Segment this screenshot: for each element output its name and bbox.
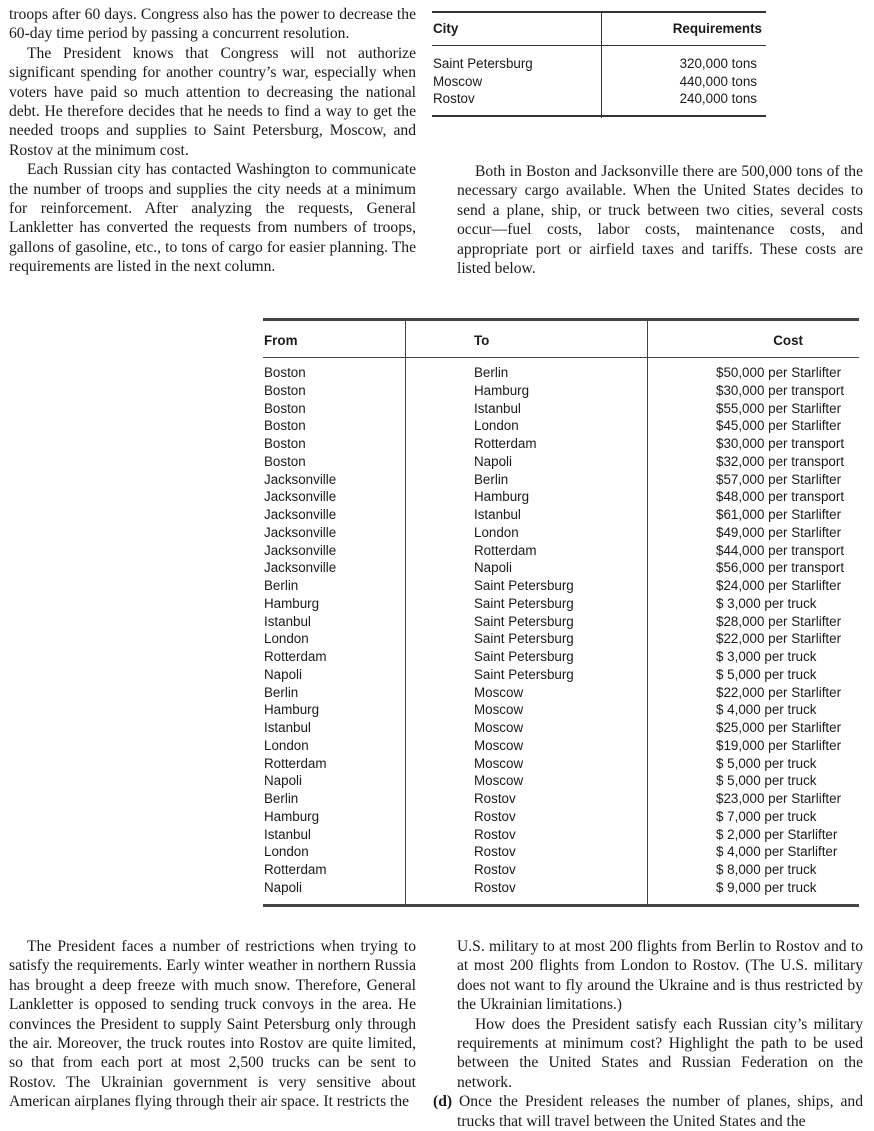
paragraph: How does the President satisfy each Russian city’s military requirements at minimum cost? Highlight the path to be used between the United States and Russian Federation on the network. [457,1015,863,1091]
cell-cost: $32,000 per transport [716,453,845,469]
cell-cost: $61,000 per Starlifter [716,507,842,522]
table-row [263,543,859,561]
cell-city: Moscow [433,73,483,89]
paragraph: Both in Boston and Jacksonville there are 500,000 tons of the necessary cargo available. When the United States decides to send a plane, ship, or truck between two cities, several costs occur—fuel costs, labor costs, maintenance costs, and appropriate port or airfield taxes and tariffs. These costs are listed below. [457,163,863,278]
cell-to: Moscow [474,702,524,718]
cell-from: Rotterdam [264,649,327,664]
cell-from: London [264,844,309,860]
cell-to: Hamburg [474,489,530,505]
item-label: (d) [433,1093,453,1111]
cell-from: Rotterdam [264,755,327,771]
cell-cost: $45,000 per Starlifter [716,418,842,434]
cell-to: Moscow [474,720,524,735]
table-row [263,844,859,862]
cell-to: Moscow [474,755,524,771]
table-row [263,436,859,454]
header-to: To [474,333,490,348]
cell-to: Rostov [474,808,516,824]
table-row [263,454,859,472]
cell-to: Rotterdam [474,542,537,558]
cell-cost: $ 5,000 per truck [716,773,817,789]
top-left-column [9,5,416,277]
table-row [263,596,859,614]
cell-cost: $ 8,000 per truck [716,862,817,877]
table-row [263,862,859,880]
cell-from: Berlin [264,684,299,700]
cell-to: Istanbul [474,400,521,416]
cell-cost: $ 5,000 per truck [716,666,817,682]
cell-cost: $ 3,000 per truck [716,595,817,611]
top-right-column [457,162,863,278]
table-row [263,827,859,845]
table-row [263,418,859,436]
table-row [263,667,859,685]
cell-from: Boston [264,382,306,398]
cell-to: Saint Petersburg [474,631,574,647]
cell-to: Saint Petersburg [474,666,574,682]
cell-cost: $22,000 per Starlifter [716,684,842,700]
cell-cost: $28,000 per Starlifter [716,613,842,629]
table-row [263,489,859,507]
cell-cost: $ 9,000 per truck [716,879,817,895]
table-rule [432,115,766,117]
cell-to: Rostov [474,791,516,806]
cell-from: Istanbul [264,613,311,629]
bottom-left-column [9,937,416,1112]
cell-requirement: 440,000 tons [679,73,757,89]
header-requirements: Requirements [672,21,762,36]
cost-table [263,318,859,907]
table-header [432,13,766,45]
table-row [432,91,766,109]
cell-cost: $30,000 per transport [716,382,845,398]
table-row [263,738,859,756]
header-city: City [433,21,459,36]
header-from: From [264,333,298,348]
cell-cost: $55,000 per Starlifter [716,400,842,416]
table-row [432,56,766,74]
table-row [263,401,859,419]
cell-cost: $48,000 per transport [716,489,845,505]
table-row [263,614,859,632]
cell-city: Saint Petersburg [433,56,533,71]
table-row [263,383,859,401]
header-cost: Cost [773,333,803,348]
cell-requirement: 240,000 tons [679,91,757,106]
cell-from: Berlin [264,791,299,806]
cell-from: Hamburg [264,702,320,718]
cell-to: Rostov [474,844,516,860]
cell-to: London [474,418,519,434]
cell-from: Boston [264,453,306,469]
cell-from: Rotterdam [264,862,327,877]
cell-to: Moscow [474,773,524,789]
cell-from: Hamburg [264,808,320,824]
cell-to: Saint Petersburg [474,649,574,664]
cell-from: Boston [264,418,306,434]
cell-to: Saint Petersburg [474,578,574,593]
table-body [263,358,859,904]
table-row [263,578,859,596]
table-row [263,685,859,703]
table-row [432,74,766,92]
requirements-table [432,11,766,117]
cell-to: Rotterdam [474,436,537,451]
table-row [263,507,859,525]
cell-to: Berlin [474,471,509,487]
cell-cost: $ 3,000 per truck [716,649,817,664]
table-rule [263,904,859,907]
cell-cost: $24,000 per Starlifter [716,578,842,593]
cell-to: Hamburg [474,382,530,398]
table-row [263,720,859,738]
cell-cost: $49,000 per Starlifter [716,524,842,540]
cell-from: London [264,631,309,647]
cell-cost: $19,000 per Starlifter [716,737,842,753]
item-text: Once the President releases the number of planes, ships, and trucks that will travel between the United States and the [457,1093,863,1130]
table-row [263,702,859,720]
table-row [263,809,859,827]
paragraph: U.S. military to at most 200 flights from Berlin to Rostov and to at most 200 flights from London to Rostov. (The U.S. military does not want to fly around the Ukraine and is thus restricted by the Ukrainian limitations.) [457,938,863,1014]
paragraph: The President knows that Congress will not authorize significant spending for another country’s war, especially when voters have paid so much attention to decreasing the national debt. He therefore decides that he needs to find a way to get the needed troops and supplies to Saint Petersburg, Moscow, and Rostov at the minimum cost. [9,44,416,159]
table-row [263,631,859,649]
paragraph: The President faces a number of restrictions when trying to satisfy the requirements. Early winter weather in northern Russia has brought a deep freeze with much snow. Therefore, General Lankletter is opposed to sending truck convoys in the area. He convinces the President to supply Saint Petersburg only through the air. Moreover, the truck routes into Rostov are quite limited, so that from each port at most 2,500 trucks can be sent to Rostov. The Ukrainian government is very sensitive about American airplanes flying through their air space. It restricts the [9,938,416,1111]
table-row [263,560,859,578]
cell-from: Istanbul [264,826,311,842]
cell-to: Napoli [474,560,512,576]
cell-from: Jacksonville [264,507,337,522]
cell-from: Boston [264,365,306,380]
cell-from: Boston [264,436,306,451]
cell-from: Berlin [264,578,299,593]
cell-cost: $22,000 per Starlifter [716,631,842,647]
cell-to: Istanbul [474,507,521,522]
cell-cost: $ 2,000 per Starlifter [716,826,838,842]
table-body [432,46,766,115]
paragraph: Each Russian city has contacted Washington to communicate the number of troops and supplies the city needs at a minimum for reinforcement. After analyzing the requests, General Lankletter has converted the requests from numbers of troops, gallons of gasoline, etc., to tons of cargo for easier planning. The requirements are listed in the next column. [9,161,416,276]
cell-from: Jacksonville [264,524,337,540]
cell-cost: $23,000 per Starlifter [716,791,842,806]
cell-cost: $56,000 per transport [716,560,845,576]
table-row [263,880,859,898]
cell-from: London [264,737,309,753]
cell-from: Jacksonville [264,560,337,576]
question-item [433,1092,863,1131]
cell-to: London [474,524,519,540]
cell-from: Boston [264,400,306,416]
table-row [263,756,859,774]
table-row [263,472,859,490]
cell-cost: $ 7,000 per truck [716,808,817,824]
cell-from: Jacksonville [264,471,337,487]
cell-from: Hamburg [264,595,320,611]
cell-from: Napoli [264,666,302,682]
cell-requirement: 320,000 tons [679,56,757,71]
cell-to: Napoli [474,453,512,469]
table-header [263,321,859,357]
cell-from: Jacksonville [264,542,337,558]
cell-to: Rostov [474,826,516,842]
cell-cost: $57,000 per Starlifter [716,471,842,487]
cell-from: Istanbul [264,720,311,735]
paragraph: troops after 60 days. Congress also has the power to decrease the 60-day time period by passing a concurrent resolution. [9,6,416,43]
cell-from: Napoli [264,879,302,895]
cell-city: Rostov [433,91,475,106]
cell-to: Rostov [474,879,516,895]
table-row [263,365,859,383]
cell-cost: $25,000 per Starlifter [716,720,842,735]
cell-cost: $ 4,000 per truck [716,702,817,718]
bottom-right-column [433,937,863,1131]
cell-to: Saint Petersburg [474,613,574,629]
cell-cost: $50,000 per Starlifter [716,365,842,380]
cell-to: Moscow [474,737,524,753]
cell-cost: $ 4,000 per Starlifter [716,844,838,860]
cell-from: Napoli [264,773,302,789]
cell-cost: $ 5,000 per truck [716,755,817,771]
cell-to: Moscow [474,684,524,700]
cell-from: Jacksonville [264,489,337,505]
cell-to: Berlin [474,365,509,380]
table-row [263,773,859,791]
table-row [263,791,859,809]
cell-cost: $30,000 per transport [716,436,845,451]
cell-to: Rostov [474,862,516,877]
table-row [263,525,859,543]
cell-to: Saint Petersburg [474,595,574,611]
cell-cost: $44,000 per transport [716,542,845,558]
table-row [263,649,859,667]
